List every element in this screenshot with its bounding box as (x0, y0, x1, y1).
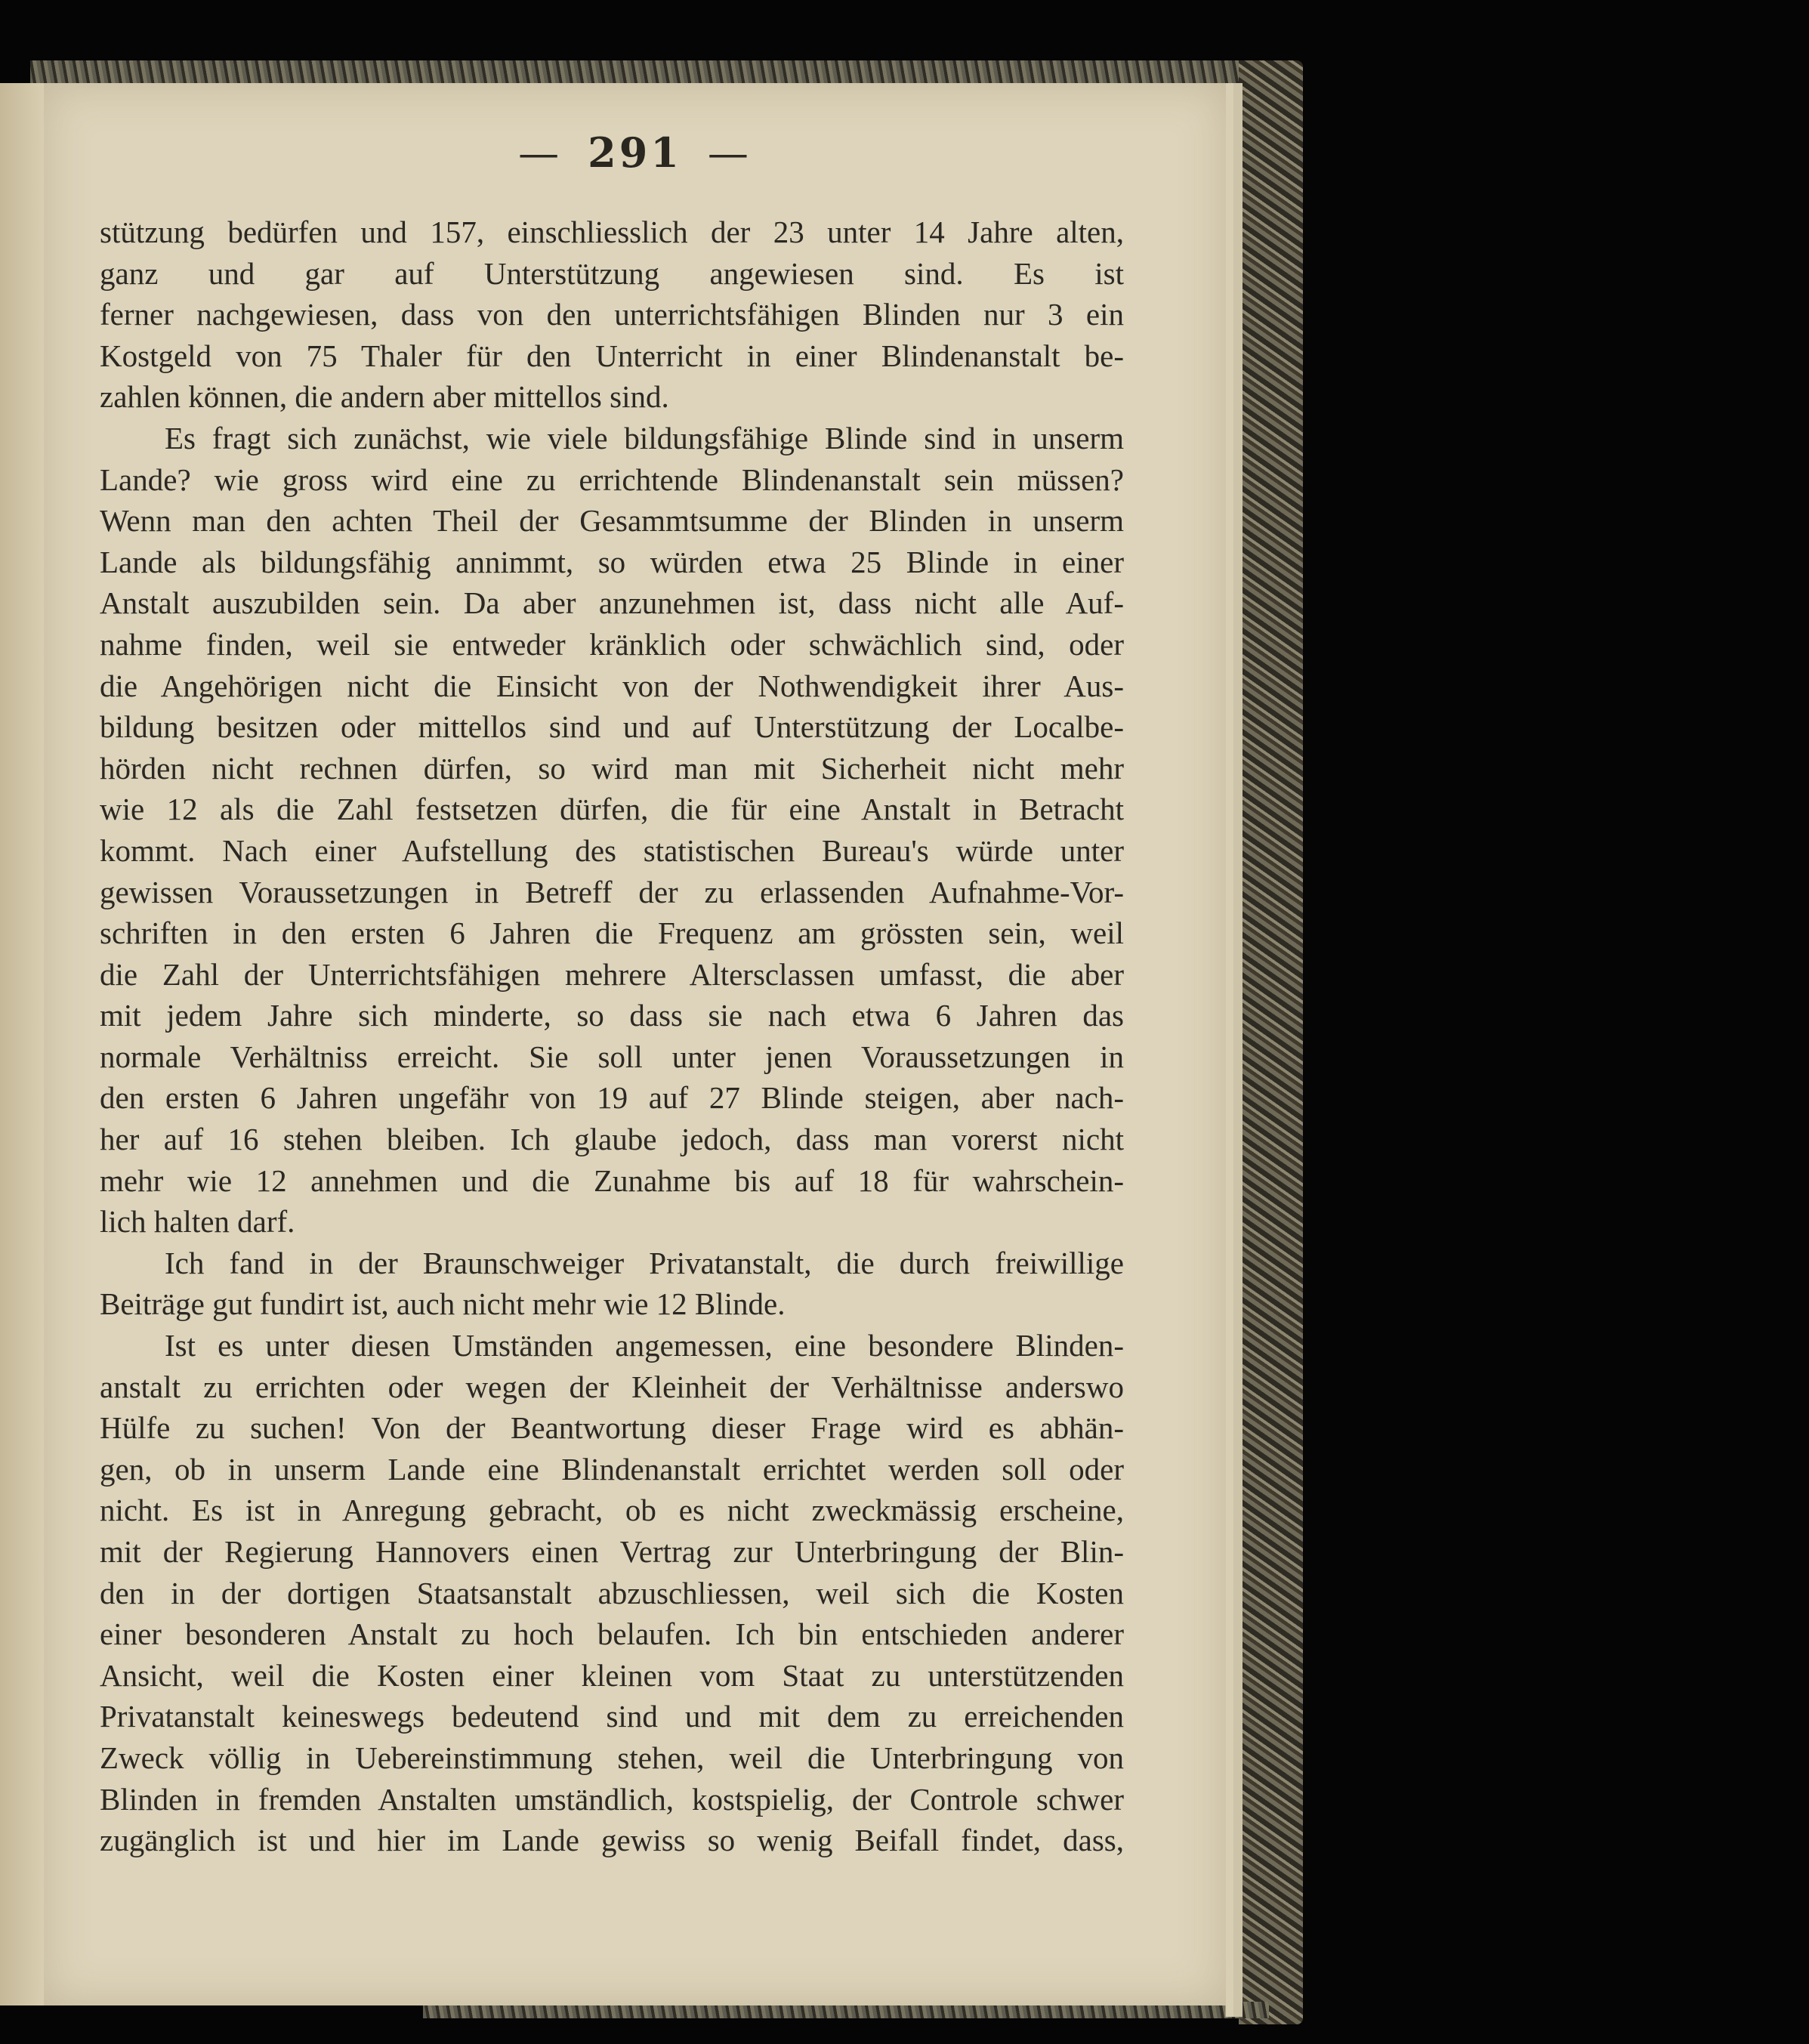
page-number: 291 (588, 128, 682, 177)
text-line: stützung bedürfen und 157, einschliesslich der 23 unter 14 Jahre alten, (100, 215, 1124, 249)
text-line: Wenn man den achten Theil der Gesammtsumme der Blinden in unserm (100, 503, 1124, 539)
text-line: Lande als bildungsfähig annimmt, so würden etwa 25 Blinde in einer (100, 544, 1124, 579)
text-line: Ist es unter diesen Umständen angemessen, eine besondere Blinden- (165, 1328, 1124, 1363)
text-line: hörden nicht rechnen dürfen, so wird man mit Sicherheit nicht mehr (100, 750, 1124, 786)
text-line: anstalt zu errichten oder wegen der Kleinheit der Verhältnisse anderswo (100, 1369, 1124, 1404)
previous-page-sliver (0, 83, 44, 2005)
text-line: Es fragt sich zunächst, wie viele bildungsfähige Blinde sind in unserm (165, 420, 1124, 455)
text-line: mehr wie 12 annehmen und die Zunahme bis auf 18 für wahrschein- (100, 1162, 1124, 1198)
page-stack-edge (1225, 83, 1233, 2017)
text-line: bildung besitzen oder mittellos sind und auf Unterstützung der Localbe- (100, 709, 1124, 745)
text-line: Blinden in fremden Anstalten umständlich, kostspielig, der Controle schwer (100, 1781, 1124, 1817)
text-line: schriften in den ersten 6 Jahren die Frequenz am grössten sein, weil (100, 915, 1124, 951)
text-line: wie 12 als die Zahl festsetzen dürfen, die für eine Anstalt in Betracht (100, 792, 1124, 827)
marbled-cover-edge (1239, 60, 1303, 2024)
text-line: die Angehörigen nicht die Einsicht von der Nothwendigkeit ihrer Aus- (100, 668, 1124, 703)
text-line: ferner nachgewiesen, dass von den unterrichtsfähigen Blinden nur 3 ein (100, 297, 1124, 332)
text-line: normale Verhältniss erreicht. Sie soll unter jenen Voraussetzungen in (100, 1039, 1124, 1074)
text-line: zugänglich ist und hier im Lande gewiss so wenig Beifall findet, dass, (100, 1823, 1124, 1858)
text-line: die Zahl der Unterrichtsfähigen mehrere Altersclassen umfasst, die aber (100, 956, 1124, 992)
text-line: nicht. Es ist in Anregung gebracht, ob es nicht zweckmässig erscheine, (100, 1493, 1124, 1528)
text-line: Anstalt auszubilden sein. Da aber anzunehmen ist, dass nicht alle Auf- (100, 585, 1124, 621)
book-page (44, 83, 1226, 2005)
text-line: Hülfe zu suchen! Von der Beantwortung dieser Frage wird es abhän- (100, 1410, 1124, 1446)
text-line: Ansicht, weil die Kosten einer kleinen vom Staat zu unterstützenden (100, 1657, 1124, 1693)
text-line: Zweck völlig in Uebereinstimmung stehen, weil die Unterbringung von (100, 1740, 1124, 1775)
text-line: nahme finden, weil sie entweder kränklich oder schwächlich sind, oder (100, 626, 1124, 662)
text-line: Privatanstalt keineswegs bedeutend sind und mit dem zu erreichenden (100, 1699, 1124, 1734)
text-line: Lande? wie gross wird eine zu errichtende Blindenanstalt sein müssen? (100, 462, 1124, 497)
body-text (100, 212, 1124, 1861)
text-line: mit jedem Jahre sich minderte, so dass sie nach etwa 6 Jahren das (100, 998, 1124, 1033)
text-line: ganz und gar auf Unterstützung angewiesen sind. Es ist (100, 255, 1124, 291)
header-dash-right: — (707, 129, 752, 177)
text-line: gewissen Voraussetzungen in Betreff der zu erlassenden Aufnahme-Vor- (100, 874, 1124, 909)
text-line: den ersten 6 Jahren ungefähr von 19 auf 27 Blinde steigen, aber nach- (100, 1080, 1124, 1116)
header-dash-left: — (518, 129, 563, 177)
text-line: lich halten darf. (100, 1204, 295, 1240)
text-line: mit der Regierung Hannovers einen Vertrag zur Unterbringung der Blin- (100, 1534, 1124, 1569)
text-line: kommt. Nach einer Aufstellung des statistischen Bureau's würde unter (100, 832, 1124, 868)
text-line: den in der dortigen Staatsanstalt abzuschliessen, weil sich die Kosten (100, 1575, 1124, 1610)
text-line: zahlen können, die andern aber mittellos sind. (100, 379, 669, 415)
text-line: her auf 16 stehen bleiben. Ich glaube jedoch, dass man vorerst nicht (100, 1122, 1124, 1157)
page-header (44, 128, 1226, 177)
text-line: Beiträge gut fundirt ist, auch nicht mehr wie 12 Blinde. (100, 1286, 786, 1322)
text-line: gen, ob in unserm Lande eine Blindenanstalt errichtet werden soll oder (100, 1451, 1124, 1487)
text-line: einer besonderen Anstalt zu hoch belaufen. Ich bin entschieden anderer (100, 1616, 1124, 1652)
text-line: Ich fand in der Braunschweiger Privatanstalt, die durch freiwillige (165, 1245, 1124, 1280)
text-line: Kostgeld von 75 Thaler für den Unterricht in einer Blindenanstalt be- (100, 338, 1124, 373)
